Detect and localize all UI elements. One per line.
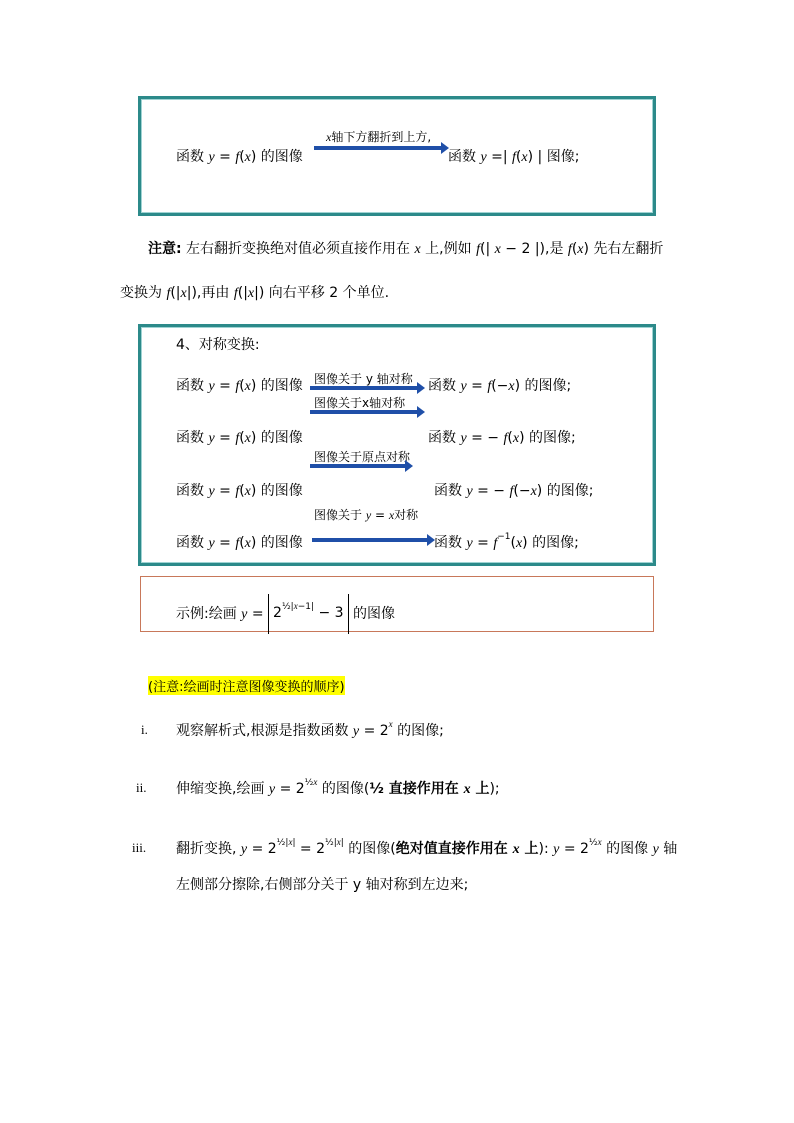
sym-row2-arrow bbox=[310, 410, 418, 414]
note-line-1: 注意: 左右翻折变换绝对值必须直接作用在 x 上,例如 f(| x − 2 |),是 f(x) 先右左翻折 bbox=[148, 241, 664, 257]
sym-row1-right: 函数 y = f(−x) 的图像; bbox=[428, 378, 572, 394]
step-3-num: iii. bbox=[132, 840, 147, 855]
sym-row3-arrow bbox=[310, 464, 406, 468]
note-label: 注意: bbox=[148, 241, 182, 257]
box1-arrow bbox=[314, 146, 442, 150]
sym-row4-left: 函数 y = f(x) 的图像 bbox=[176, 535, 303, 551]
sym-row2-right: 函数 y = − f(x) 的图像; bbox=[428, 430, 576, 446]
note-line-2: 变换为 f(|x|),再由 f(|x|) 向右平移 2 个单位. bbox=[120, 285, 390, 301]
step-1-num: i. bbox=[141, 722, 148, 737]
sym-row1-left: 函数 y = f(x) 的图像 bbox=[176, 378, 303, 394]
step-2-num: ii. bbox=[136, 780, 147, 795]
box1-arrow-label: x轴下方翻折到上方, bbox=[326, 130, 432, 144]
sym-row1-label: 图像关于 y 轴对称 bbox=[314, 372, 413, 386]
box2-title: 4、对称变换: bbox=[176, 337, 260, 353]
sym-row3-right: 函数 y = − f(−x) 的图像; bbox=[434, 483, 594, 499]
sym-row4-label: 图像关于 y = x对称 bbox=[314, 508, 419, 522]
box1-left-text: 函数 y = f(x) 的图像 bbox=[176, 149, 303, 165]
sym-row3-label: 图像关于原点对称 bbox=[314, 450, 411, 464]
order-note-highlight: (注意:绘画时注意图像变换的顺序) bbox=[148, 676, 345, 695]
sym-row2-left: 函数 y = f(x) 的图像 bbox=[176, 430, 303, 446]
sym-row1-arrow bbox=[310, 386, 418, 390]
sym-row2-label: 图像关于x轴对称 bbox=[314, 396, 406, 410]
sym-row4-arrow bbox=[312, 538, 428, 542]
step-3-text: 翻折变换, $y = 2^{\frac{1}{2}|x|} = 2^{\frac{1}{2}|x|}$ 的图像(绝对值直接作用在 x 上): $y = 2^{\frac{1}{2}x}$ 的图像 y 轴 bbox=[176, 837, 678, 857]
sym-row3-left: 函数 y = f(x) 的图像 bbox=[176, 483, 303, 499]
sym-row4-right: 函数 $y = f^{-1}(x)$ 的图像; bbox=[434, 532, 579, 551]
step-1-text: 观察解析式,根源是指数函数 $y = 2^x$ 的图像; bbox=[176, 719, 444, 739]
step-3-line2: 左侧部分擦除,右侧部分关于 y 轴对称到左边来; bbox=[176, 877, 469, 893]
step-2-text: 伸缩变换,绘画 $y = 2^{\frac{1}{2}x}$ 的图像(½ 直接作用在 x 上); bbox=[176, 777, 500, 797]
box1-right-text: 函数 y =| f(x) | 图像; bbox=[448, 149, 580, 165]
example-text: 示例:绘画 $y = 2^{\frac{1}{2}|x-1|} - 3$ 的图像 bbox=[176, 594, 395, 634]
